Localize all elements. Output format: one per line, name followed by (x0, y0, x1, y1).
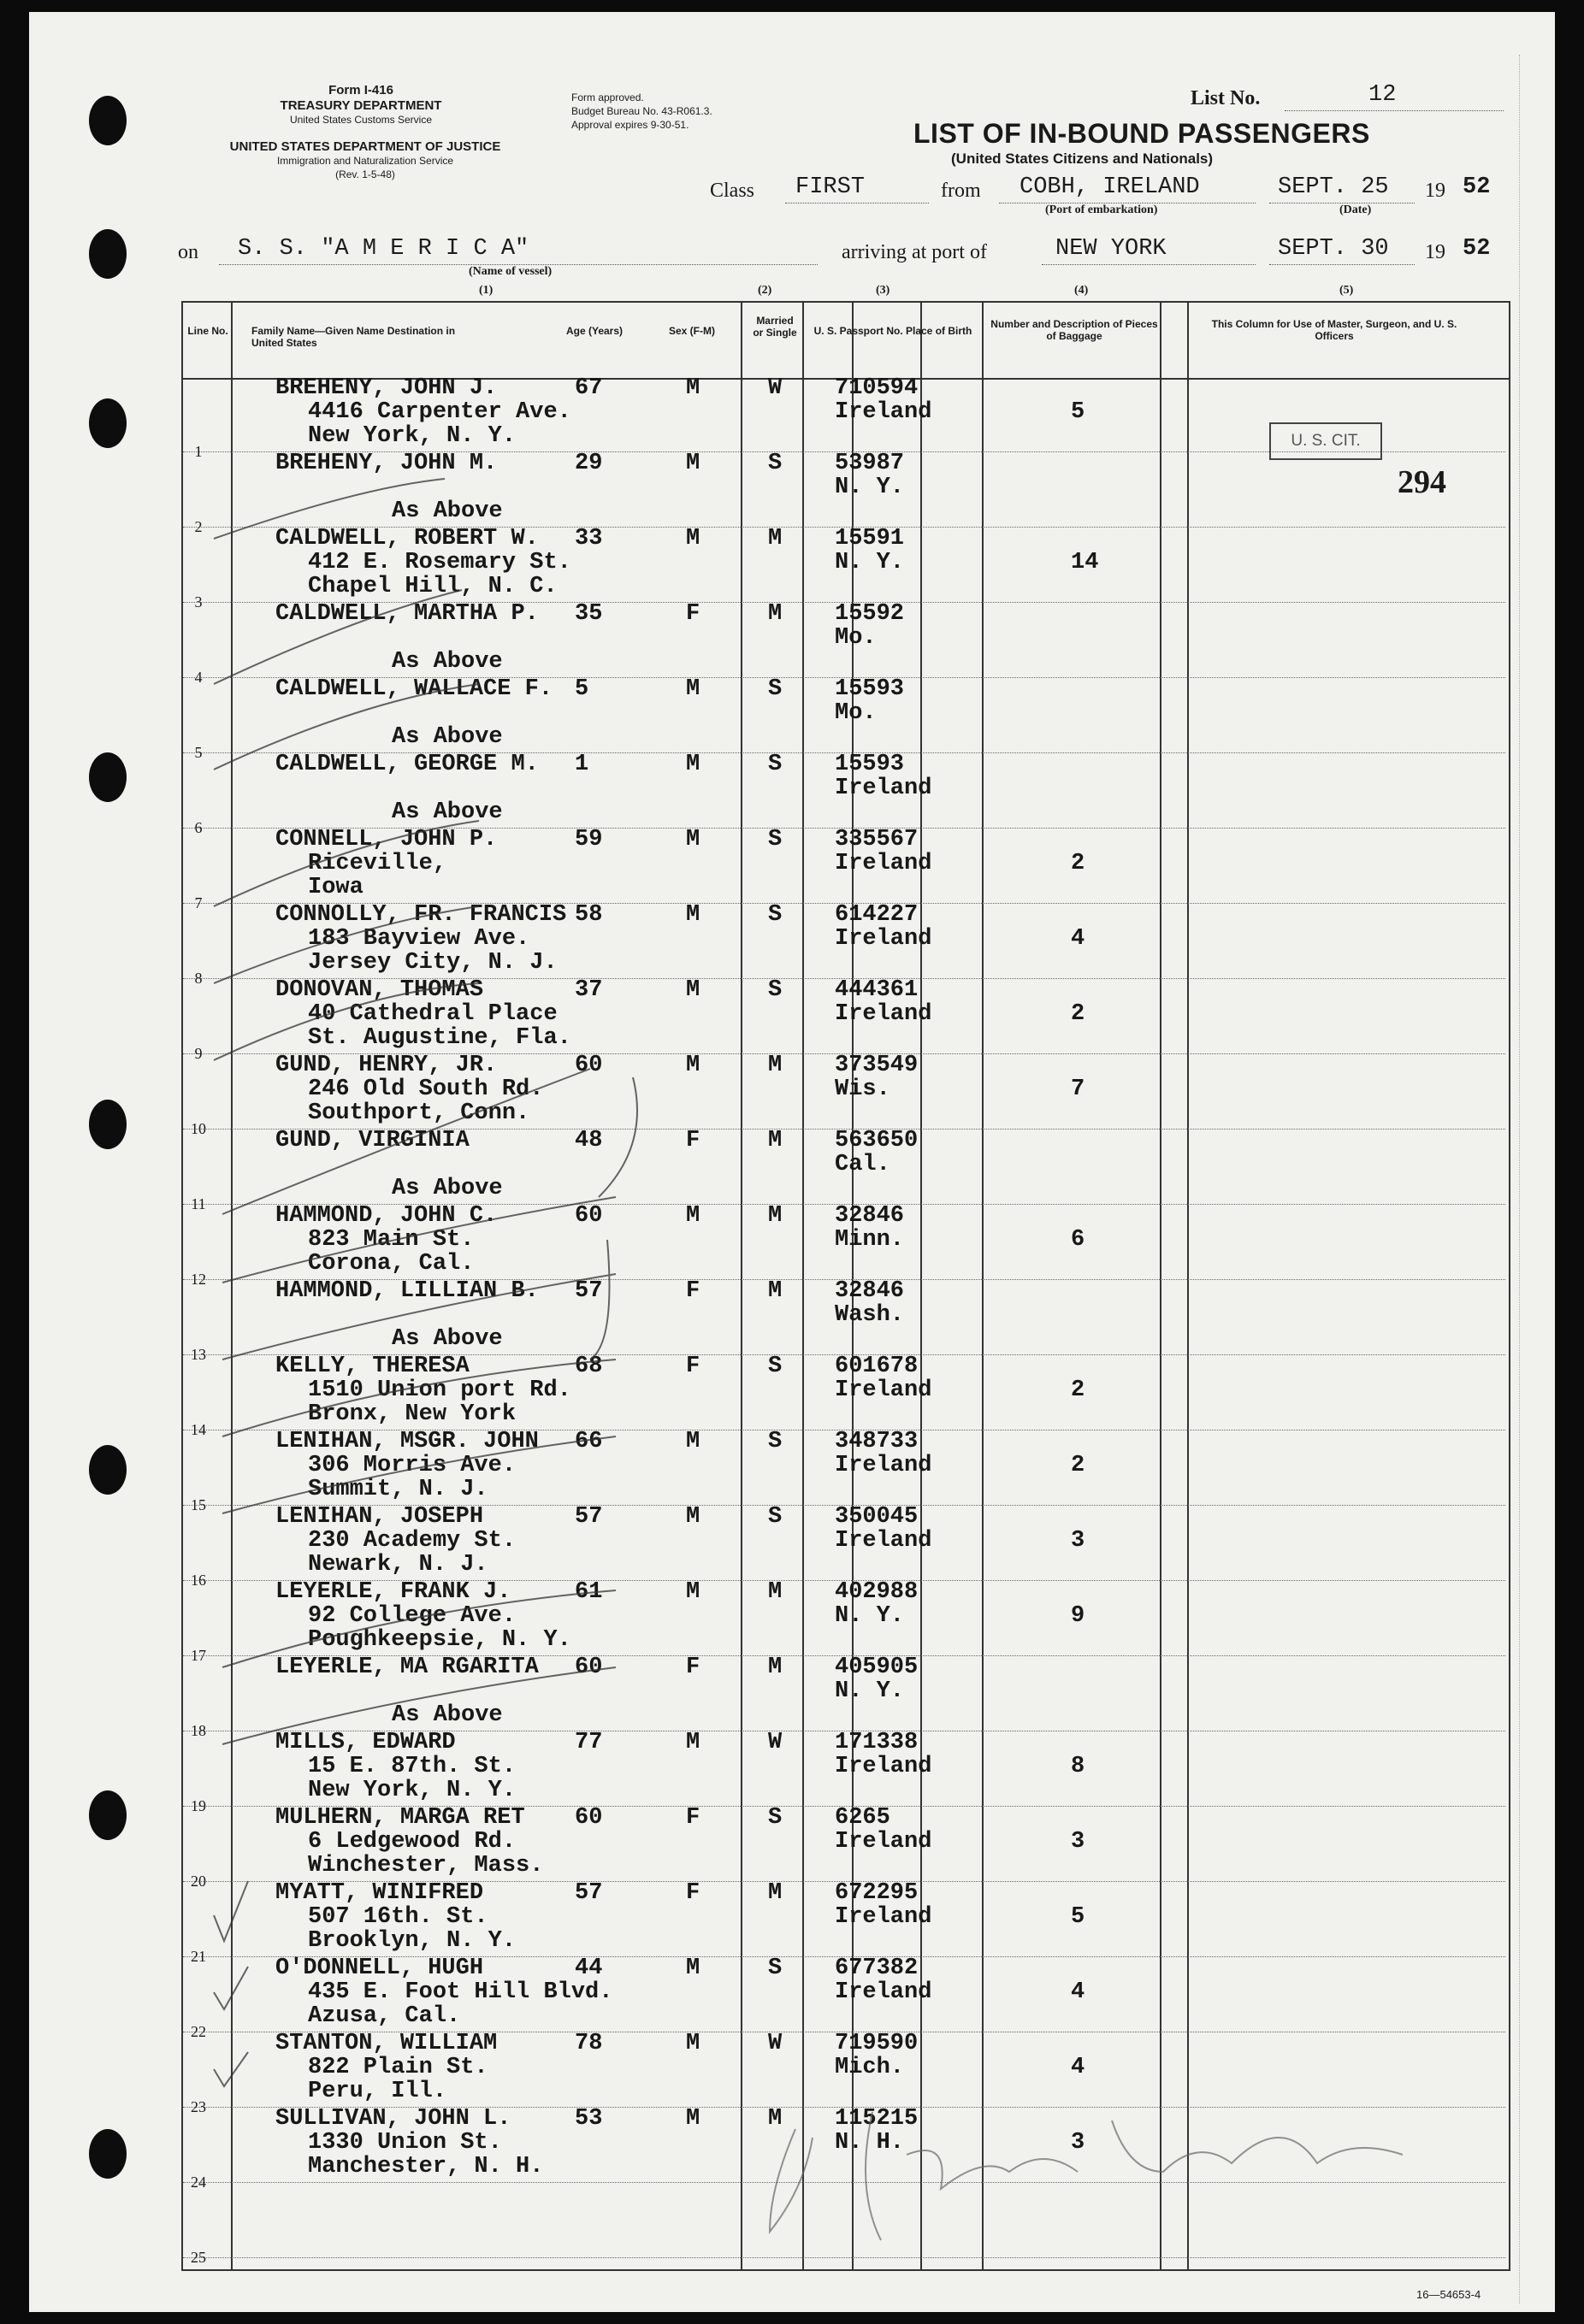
passenger-marital-status: W (768, 2031, 783, 2056)
port-embark-value: COBH, IRELAND (1020, 174, 1200, 200)
treasury-dept: TREASURY DEPARTMENT (280, 98, 442, 113)
passenger-address-1: 183 Bayview Ave. (308, 926, 530, 952)
col-baggage: Number and Description of Pieces of Baggage (990, 318, 1158, 342)
row-line-number: 6 (194, 819, 203, 836)
row-line-number: 11 (191, 1195, 206, 1212)
passport-number: 614227 (835, 902, 919, 928)
passenger-age: 44 (575, 1955, 603, 1981)
passenger-address-2: Peru, Ill. (308, 2079, 447, 2104)
passenger-address-2: Corona, Cal. (308, 1251, 475, 1277)
passenger-marital-status: S (768, 1429, 783, 1454)
check-mark (222, 1667, 616, 1744)
passenger-sex: M (686, 977, 700, 1003)
justice-dept: UNITED STATES DEPARTMENT OF JUSTICE (229, 139, 501, 154)
year-arrival: 52 (1463, 236, 1491, 262)
place-of-birth: Mich. (835, 2055, 905, 2080)
list-no-label: List No. (1191, 87, 1261, 109)
revision: (Rev. 1-5-48) (335, 168, 395, 180)
place-of-birth: Ireland (835, 926, 932, 952)
passport-number: 53987 (835, 451, 905, 476)
check-mark (222, 1436, 616, 1513)
passenger-address-2: Poughkeepsie, N. Y. (308, 1627, 571, 1653)
vessel-name: S. S. "A M E R I C A" (238, 236, 529, 262)
col-passport: U. S. Passport No. Place of Birth (813, 325, 972, 337)
passenger-sex: M (686, 1955, 700, 1981)
passport-number: 402988 (835, 1579, 919, 1605)
passenger-marital-status: W (768, 375, 783, 401)
check-mark (222, 1360, 616, 1436)
passenger-name: DONOVAN, THOMAS (275, 977, 484, 1003)
passenger-address-2: Southport, Conn. (308, 1100, 530, 1126)
passport-number: 563650 (835, 1128, 919, 1153)
row-line-number: 22 (191, 2023, 206, 2040)
passenger-age: 1 (575, 752, 589, 777)
passenger-age: 48 (575, 1128, 603, 1153)
passenger-name: GUND, HENRY, JR. (275, 1053, 498, 1078)
place-of-birth: Ireland (835, 776, 932, 801)
passenger-age: 60 (575, 1805, 603, 1831)
row-line-number: 9 (194, 1045, 203, 1062)
passenger-marital-status: M (768, 1203, 783, 1229)
passport-number: 405905 (835, 1655, 919, 1680)
passenger-address-2: Jersey City, N. J. (308, 950, 558, 976)
passenger-age: 67 (575, 375, 603, 401)
passenger-address-1: 306 Morris Ave. (308, 1453, 517, 1478)
passenger-sex: F (686, 1354, 700, 1379)
passenger-address-2: Newark, N. J. (308, 1552, 488, 1578)
passenger-name: KELLY, THERESA (275, 1354, 470, 1379)
passenger-sex: M (686, 1429, 700, 1454)
baggage-count: 7 (1071, 1076, 1085, 1102)
row-line-number: 21 (191, 1948, 206, 1965)
passenger-marital-status: S (768, 1805, 783, 1831)
place-of-birth: Ireland (835, 1754, 932, 1779)
passenger-address-2: Bronx, New York (308, 1401, 517, 1427)
baggage-count: 6 (1071, 1227, 1085, 1253)
row-line-number: 3 (194, 593, 203, 610)
baggage-count: 5 (1071, 399, 1085, 425)
passenger-sex: M (686, 1504, 700, 1530)
passenger-name: HAMMOND, LILLIAN B. (275, 1278, 539, 1304)
from-label: from (941, 180, 981, 202)
col-num-5: (5) (1339, 284, 1354, 297)
passenger-marital-status: M (768, 601, 783, 627)
check-mark (214, 983, 479, 1060)
col-sex: Sex (F-M) (669, 325, 715, 337)
passenger-name: LENIHAN, MSGR. JOHN (275, 1429, 539, 1454)
vessel-caption: (Name of vessel) (469, 265, 553, 278)
port-embark-caption: (Port of embarkation) (1045, 203, 1158, 216)
date-caption: (Date) (1339, 203, 1372, 216)
passenger-address-2: As Above (392, 649, 503, 675)
passenger-marital-status: M (768, 1128, 783, 1153)
col-name: Family Name—Given Name Destination in United States (251, 325, 456, 349)
passenger-age: 57 (575, 1278, 603, 1304)
handwritten-signature (770, 2112, 1403, 2240)
customs-service: United States Customs Service (289, 114, 433, 126)
passenger-sex: M (686, 902, 700, 928)
passenger-name: CALDWELL, GEORGE M. (275, 752, 539, 777)
passenger-marital-status: M (768, 1579, 783, 1605)
passenger-address-2: New York, N. Y. (308, 423, 517, 449)
passenger-address-2: As Above (392, 1702, 503, 1728)
passenger-name: MYATT, WINIFRED (275, 1880, 484, 1906)
form-number: Form I-416 (328, 83, 393, 97)
passenger-name: HAMMOND, JOHN C. (275, 1203, 498, 1229)
check-mark (222, 1197, 616, 1283)
year-prefix: 19 (1425, 180, 1445, 202)
place-of-birth: N. Y. (835, 475, 905, 500)
baggage-count: 3 (1071, 1829, 1085, 1855)
baggage-count: 9 (1071, 1603, 1085, 1629)
row-line-number: 18 (191, 1722, 206, 1739)
passenger-age: 57 (575, 1504, 603, 1530)
baggage-count: 2 (1071, 1453, 1085, 1478)
class-label: Class (710, 180, 755, 202)
passenger-sex: M (686, 451, 700, 476)
passenger-name: CALDWELL, MARTHA P. (275, 601, 539, 627)
passport-number: 348733 (835, 1429, 919, 1454)
passenger-age: 33 (575, 526, 603, 552)
row-line-number: 23 (191, 2098, 206, 2115)
passenger-name: BREHENY, JOHN M. (275, 451, 498, 476)
row-line-number: 4 (194, 669, 203, 686)
row-line-number: 15 (191, 1496, 206, 1513)
date-embark-value: SEPT. 25 (1278, 174, 1389, 200)
place-of-birth: Mo. (835, 700, 877, 726)
row-line-number: 20 (191, 1873, 206, 1890)
passenger-marital-status: M (768, 2106, 783, 2132)
passenger-address-1: 823 Main St. (308, 1227, 475, 1253)
passport-number: 15592 (835, 601, 905, 627)
passenger-name: MULHERN, MARGA RET (275, 1805, 525, 1831)
passenger-age: 5 (575, 676, 589, 702)
passenger-marital-status: S (768, 1504, 783, 1530)
list-no-value: 12 (1368, 82, 1397, 108)
passenger-marital-status: S (768, 827, 783, 852)
passenger-address-1: 412 E. Rosemary St. (308, 550, 571, 575)
passenger-address-1: 92 College Ave. (308, 1603, 517, 1629)
passenger-marital-status: S (768, 676, 783, 702)
row-line-number: 2 (194, 518, 203, 535)
passenger-marital-status: S (768, 1354, 783, 1379)
passenger-name: CONNOLLY, FR. FRANCIS (275, 902, 567, 928)
on-label: on (178, 241, 198, 263)
row-line-number: 5 (194, 744, 203, 761)
passport-number: 15593 (835, 752, 905, 777)
passenger-marital-status: M (768, 1278, 783, 1304)
ins-service: Immigration and Naturalization Service (276, 155, 454, 167)
passenger-sex: M (686, 676, 700, 702)
page-title: LIST OF IN-BOUND PASSENGERS (913, 118, 1370, 149)
col-married: Married or Single (753, 315, 797, 339)
check-mark (222, 1274, 616, 1360)
baggage-count: 4 (1071, 2055, 1085, 2080)
budget-bureau: Budget Bureau No. 43-R061.3. (571, 105, 712, 117)
approval-expires: Approval expires 9-30-51. (571, 119, 689, 131)
passenger-marital-status: M (768, 1880, 783, 1906)
footer-code: 16—54653-4 (1416, 2288, 1481, 2301)
form-approved: Form approved. (571, 91, 644, 103)
check-mark (599, 1077, 637, 1197)
passenger-sex: F (686, 1128, 700, 1153)
page-subtitle: (United States Citizens and Nationals) (951, 150, 1214, 167)
passenger-name: LEYERLE, FRANK J. (275, 1579, 511, 1605)
col-line-no: Line No. (187, 325, 228, 337)
passenger-sex: M (686, 1579, 700, 1605)
passenger-sex: M (686, 827, 700, 852)
passenger-sex: F (686, 1880, 700, 1906)
check-mark (214, 1967, 248, 2009)
place-of-birth: Ireland (835, 1904, 932, 1930)
place-of-birth: N. Y. (835, 1678, 905, 1704)
passenger-address-2: Chapel Hill, N. C. (308, 574, 558, 599)
check-mark (590, 1240, 610, 1360)
passenger-marital-status: M (768, 1655, 783, 1680)
passenger-age: 58 (575, 902, 603, 928)
passenger-address-1: Riceville, (308, 851, 447, 876)
passport-number: 350045 (835, 1504, 919, 1530)
passenger-marital-status: S (768, 977, 783, 1003)
passenger-name: LEYERLE, MA RGARITA (275, 1655, 539, 1680)
row-line-number: 8 (194, 970, 203, 987)
passenger-sex: M (686, 2106, 700, 2132)
passenger-address-2: Winchester, Mass. (308, 1853, 544, 1879)
passport-number: 171338 (835, 1730, 919, 1755)
passenger-address-2: St. Augustine, Fla. (308, 1025, 571, 1051)
passport-number: 710594 (835, 375, 919, 401)
passenger-address-1: 4416 Carpenter Ave. (308, 399, 571, 425)
passport-number: 6265 (835, 1805, 890, 1831)
passport-number: 373549 (835, 1053, 919, 1078)
passenger-name: MILLS, EDWARD (275, 1730, 456, 1755)
check-mark (214, 2052, 248, 2086)
passenger-sex: M (686, 526, 700, 552)
place-of-birth: N. H. (835, 2130, 905, 2156)
place-of-birth: Ireland (835, 1829, 932, 1855)
passenger-address-1: 1330 Union St. (308, 2130, 502, 2156)
passenger-age: 77 (575, 1730, 603, 1755)
baggage-count: 14 (1071, 550, 1099, 575)
passenger-address-2: As Above (392, 498, 503, 524)
arrival-date-value: SEPT. 30 (1278, 236, 1389, 262)
col-num-4: (4) (1074, 284, 1089, 297)
passenger-marital-status: W (768, 1730, 783, 1755)
passenger-name: CALDWELL, WALLACE F. (275, 676, 553, 702)
passport-number: 115215 (835, 2106, 919, 2132)
baggage-count: 2 (1071, 1377, 1085, 1403)
passenger-name: CONNELL, JOHN P. (275, 827, 498, 852)
place-of-birth: N. Y. (835, 1603, 905, 1629)
check-mark (214, 821, 479, 906)
place-of-birth: N. Y. (835, 550, 905, 575)
passport-number: 32846 (835, 1278, 905, 1304)
check-mark (214, 590, 462, 684)
passenger-address-1: 1510 Union port Rd. (308, 1377, 571, 1403)
place-of-birth: Ireland (835, 1528, 932, 1554)
baggage-count: 8 (1071, 1754, 1085, 1779)
passenger-age: 57 (575, 1880, 603, 1906)
place-of-birth: Ireland (835, 1001, 932, 1027)
passenger-address-2: As Above (392, 724, 503, 750)
class-value: FIRST (795, 174, 866, 200)
baggage-count: 2 (1071, 851, 1085, 876)
row-line-number: 1 (194, 443, 203, 460)
place-of-birth: Mo. (835, 625, 877, 651)
baggage-count: 3 (1071, 1528, 1085, 1554)
col-officers: This Column for Use of Master, Surgeon, and U. S. Officers (1211, 318, 1457, 342)
passenger-age: 78 (575, 2031, 603, 2056)
passenger-address-2: Iowa (308, 875, 363, 900)
passenger-address-1: 822 Plain St. (308, 2055, 488, 2080)
passenger-marital-status: M (768, 526, 783, 552)
row-line-number: 12 (191, 1271, 206, 1288)
passenger-address-1: 246 Old South Rd. (308, 1076, 544, 1102)
passenger-age: 66 (575, 1429, 603, 1454)
passenger-address-1: 507 16th. St. (308, 1904, 488, 1930)
passenger-sex: F (686, 1805, 700, 1831)
check-mark (214, 684, 479, 770)
row-line-number: 19 (191, 1797, 206, 1814)
stamp-number: 294 (1398, 464, 1446, 500)
check-mark (214, 479, 445, 539)
passenger-name: BREHENY, JOHN J. (275, 375, 498, 401)
passenger-address-1: 40 Cathedral Place (308, 1001, 558, 1027)
passport-number: 32846 (835, 1203, 905, 1229)
passenger-marital-status: S (768, 451, 783, 476)
passenger-name: O'DONNELL, HUGH (275, 1955, 484, 1981)
passenger-marital-status: S (768, 752, 783, 777)
row-line-number: 13 (191, 1346, 206, 1363)
arriving-label: arriving at port of (842, 241, 987, 263)
passenger-name: LENIHAN, JOSEPH (275, 1504, 484, 1530)
passenger-address-2: As Above (392, 799, 503, 825)
passenger-marital-status: S (768, 902, 783, 928)
passenger-age: 35 (575, 601, 603, 627)
passenger-age: 37 (575, 977, 603, 1003)
passport-number: 601678 (835, 1354, 919, 1379)
passenger-sex: F (686, 1655, 700, 1680)
place-of-birth: Ireland (835, 1979, 932, 2005)
place-of-birth: Ireland (835, 1453, 932, 1478)
passenger-age: 60 (575, 1203, 603, 1229)
place-of-birth: Wis. (835, 1076, 890, 1102)
passenger-address-2: Manchester, N. H. (308, 2154, 544, 2179)
passenger-age: 60 (575, 1655, 603, 1680)
passenger-name: CALDWELL, ROBERT W. (275, 526, 539, 552)
place-of-birth: Ireland (835, 1377, 932, 1403)
passenger-name: GUND, VIRGINIA (275, 1128, 470, 1153)
passenger-address-1: 6 Ledgewood Rd. (308, 1829, 517, 1855)
passenger-address-1: 435 E. Foot Hill Blvd. (308, 1979, 613, 2005)
passenger-sex: M (686, 375, 700, 401)
passport-number: 335567 (835, 827, 919, 852)
passport-number: 444361 (835, 977, 919, 1003)
year-embark: 52 (1463, 174, 1491, 200)
passenger-age: 60 (575, 1053, 603, 1078)
passport-number: 677382 (835, 1955, 919, 1981)
passenger-sex: M (686, 2031, 700, 2056)
passenger-sex: F (686, 601, 700, 627)
row-line-number: 24 (191, 2174, 206, 2191)
passenger-address-2: Summit, N. J. (308, 1477, 488, 1502)
passenger-marital-status: M (768, 1053, 783, 1078)
passport-number: 15591 (835, 526, 905, 552)
passenger-address-2: New York, N. Y. (308, 1778, 517, 1803)
place-of-birth: Wash. (835, 1302, 905, 1328)
col-num-1: (1) (479, 284, 494, 297)
col-num-3: (3) (876, 284, 890, 297)
col-num-2: (2) (758, 284, 772, 297)
passenger-name: SULLIVAN, JOHN L. (275, 2106, 511, 2132)
passenger-sex: F (686, 1278, 700, 1304)
row-line-number: 7 (194, 894, 203, 911)
passenger-address-1: 15 E. 87th. St. (308, 1754, 517, 1779)
passenger-name: STANTON, WILLIAM (275, 2031, 498, 2056)
passenger-address-2: As Above (392, 1176, 503, 1201)
passenger-age: 59 (575, 827, 603, 852)
passenger-age: 61 (575, 1579, 603, 1605)
passport-number: 719590 (835, 2031, 919, 2056)
passport-number: 672295 (835, 1880, 919, 1906)
row-line-number: 16 (191, 1572, 206, 1589)
row-line-number: 17 (191, 1647, 206, 1664)
us-cit-stamp: U. S. CIT. (1269, 422, 1382, 460)
passenger-age: 68 (575, 1354, 603, 1379)
check-mark (222, 1069, 590, 1214)
passenger-address-1: 230 Academy St. (308, 1528, 517, 1554)
arrival-port-value: NEW YORK (1055, 236, 1167, 262)
passport-number: 15593 (835, 676, 905, 702)
baggage-count: 4 (1071, 926, 1085, 952)
year-prefix-2: 19 (1425, 241, 1445, 263)
check-mark (214, 1881, 248, 1941)
passenger-sex: M (686, 1053, 700, 1078)
col-age: Age (Years) (565, 325, 624, 337)
place-of-birth: Ireland (835, 851, 932, 876)
baggage-count: 5 (1071, 1904, 1085, 1930)
check-mark (222, 1590, 616, 1667)
baggage-count: 3 (1071, 2130, 1085, 2156)
passenger-address-2: Azusa, Cal. (308, 2003, 461, 2029)
passenger-age: 53 (575, 2106, 603, 2132)
row-line-number: 25 (191, 2249, 206, 2266)
place-of-birth: Ireland (835, 399, 932, 425)
passenger-age: 29 (575, 451, 603, 476)
baggage-count: 2 (1071, 1001, 1085, 1027)
place-of-birth: Cal. (835, 1152, 890, 1177)
row-line-number: 10 (191, 1120, 206, 1137)
check-mark (214, 906, 479, 983)
passenger-sex: M (686, 1730, 700, 1755)
passenger-marital-status: S (768, 1955, 783, 1981)
place-of-birth: Minn. (835, 1227, 905, 1253)
baggage-count: 4 (1071, 1979, 1085, 2005)
passenger-address-2: Brooklyn, N. Y. (308, 1928, 517, 1954)
passenger-sex: M (686, 1203, 700, 1229)
passenger-address-2: As Above (392, 1326, 503, 1352)
passenger-sex: M (686, 752, 700, 777)
row-line-number: 14 (191, 1421, 206, 1438)
